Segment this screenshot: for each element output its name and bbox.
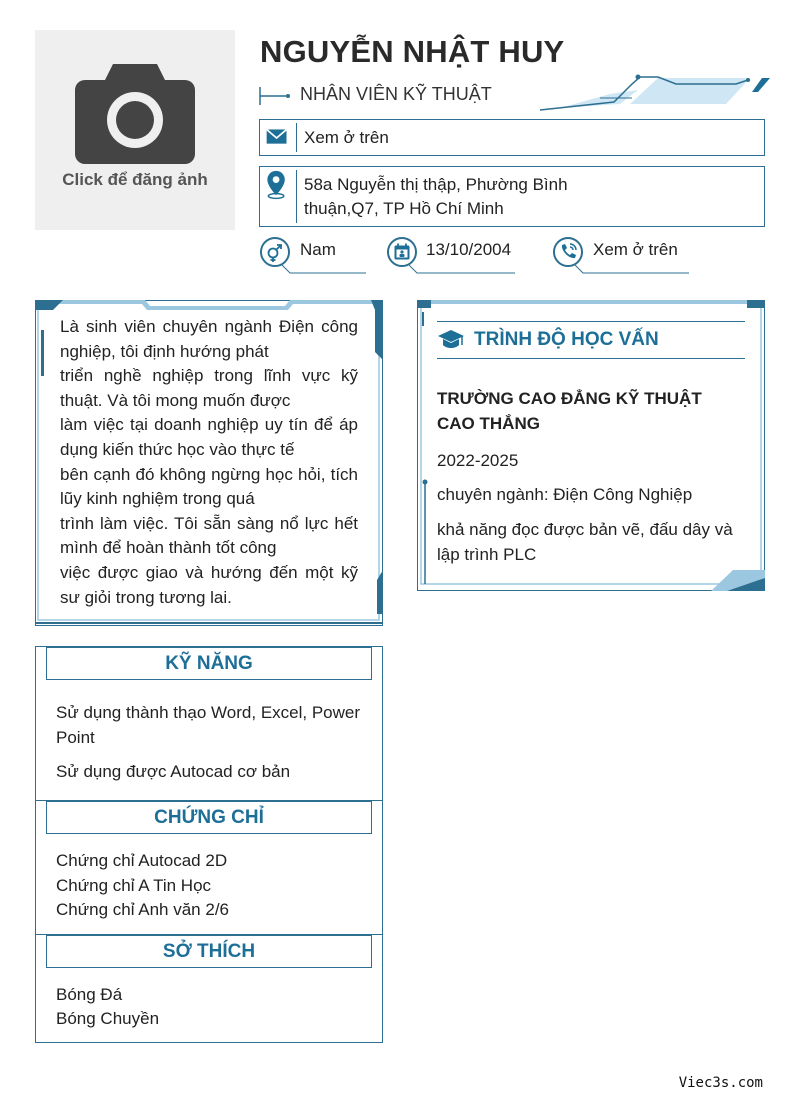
certificate-item: Chứng chỉ Autocad 2D (56, 851, 228, 870)
objective-line: Là sinh viên chuyên ngành Điện công nghiệp, tôi định hướng phát (60, 317, 358, 361)
phone-underline (555, 265, 695, 277)
email-value: Xem ở trên (304, 128, 389, 147)
title-line-icon (258, 84, 294, 108)
education-detail: khả năng đọc được bản vẽ, đấu dây và lập trình PLC (437, 520, 733, 564)
certificate-item: Chứng chỉ Anh văn 2/6 (56, 900, 229, 919)
objective-line: trình làm việc. Tôi sẵn sàng nổ lực hết mình để hoàn thành tốt công (60, 513, 358, 558)
certificate-item: Chứng chỉ A Tin Học (56, 876, 212, 895)
phone-icon (552, 236, 584, 268)
certificates-heading: CHỨNG CHỈ (46, 801, 372, 834)
phone-value: Xem ở trên (593, 240, 678, 259)
candidate-name: NGUYỄN NHẬT HUY (260, 34, 565, 69)
birthday-underline (389, 265, 519, 277)
study-period: 2022-2025 (437, 451, 519, 470)
circuit-decoration (540, 74, 772, 114)
gender-underline (262, 265, 372, 277)
objective-line: làm việc tại doanh nghiệp uy tín để áp dụng kiến thức học vào thực tế (60, 415, 358, 459)
education-heading: TRÌNH ĐỘ HỌC VẤN (474, 329, 659, 350)
address-line1: 58a Nguyễn thị thập, Phường Bình (304, 175, 568, 194)
gender-icon (259, 236, 291, 268)
hobbies-section (35, 934, 383, 1043)
school-name: TRƯỜNG CAO ĐẲNG KỸ THUẬT CAO THẮNG (437, 389, 702, 433)
graduation-cap-icon (437, 327, 465, 353)
education-section (417, 300, 765, 591)
address-field (259, 166, 765, 227)
email-field (259, 119, 765, 156)
location-pin-icon (260, 167, 296, 226)
career-objective (35, 300, 383, 626)
hobbies-heading: SỞ THÍCH (46, 935, 372, 968)
objective-line: bên cạnh đó không ngừng học hỏi, tích lũy kinh nghiệm trong quá (60, 464, 358, 509)
objective-line: việc được giao và hướng đến một kỹ sư giỏi trong tương lai. (60, 562, 358, 607)
objective-line: triển nghề nghiệp trong lĩnh vực kỹ thuật. Và tôi mong muốn được (60, 366, 358, 410)
job-title: NHÂN VIÊN KỸ THUẬT (300, 84, 492, 104)
footer-brand: Viec3s.com (678, 1075, 763, 1091)
photo-caption: Click để đăng ảnh (62, 170, 208, 189)
gender-value: Nam (300, 240, 336, 259)
camera-icon (75, 60, 195, 166)
address-line2: thuận,Q7, TP Hồ Chí Minh (304, 199, 504, 218)
birthday-value: 13/10/2004 (426, 240, 512, 259)
skill-item: Sử dụng được Autocad cơ bản (56, 762, 291, 781)
major: chuyên ngành: Điện Công Nghiệp (437, 485, 693, 504)
photo-placeholder[interactable] (35, 30, 235, 230)
skill-item: Sử dụng thành thạo Word, Excel, Power Point (56, 703, 361, 747)
objective-text (60, 315, 358, 610)
skills-section (35, 646, 383, 801)
certificates-section (35, 800, 383, 935)
email-icon (260, 120, 296, 155)
hobby-item: Bóng Đá (56, 985, 123, 1004)
calendar-icon (386, 236, 418, 268)
skills-heading: KỸ NĂNG (46, 647, 372, 680)
hobby-item: Bóng Chuyền (56, 1009, 160, 1028)
